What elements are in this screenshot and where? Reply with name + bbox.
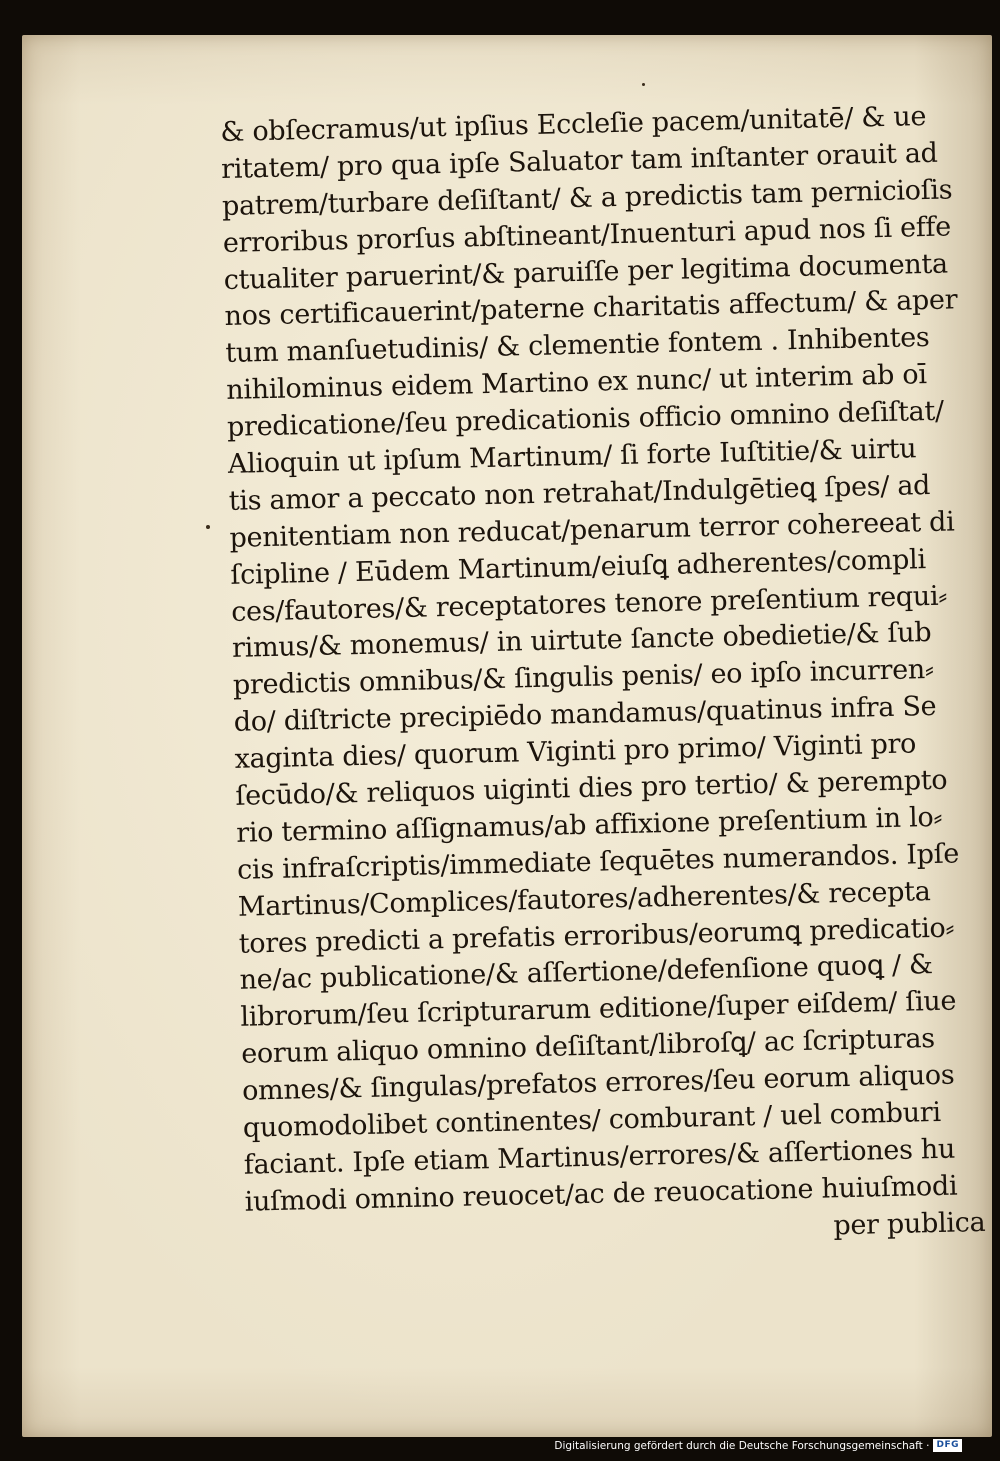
text-line: Martinus/Complices/fautores/adherentes/& recepta xyxy=(237,875,931,923)
text-line: nihilominus eidem Martino ex nunc/ ut interim ab oī xyxy=(225,359,927,407)
text-line: ctualiter paruerint/& paruiſſe per legitima documenta xyxy=(223,248,949,296)
text-line: patrem/turbare deſiſtant/ & a predictis tam pernicioſis xyxy=(221,174,953,222)
text-line: predicatione/ſeu predicationis officio omnino deſiſtat/ xyxy=(226,395,945,444)
credit-text: Digitalisierung gefördert durch die Deutsche Forschungsgemeinschaft · xyxy=(554,1439,930,1452)
text-line: Alioquin ut ipſum Martinum/ ſi forte Iuſtitie/& uirtu xyxy=(227,433,917,480)
text-line: erroribus prorſus abſtineant/Inuenturi apud nos ſi effe xyxy=(222,211,952,259)
dfg-logo: DFG xyxy=(933,1439,962,1452)
text-line: tis amor a peccato non retrahat/Indulgētieꝗ ſpes/ ad xyxy=(228,469,931,517)
text-line: rimus/& monemus/ in uirtute ſancte obedietie/& ſub xyxy=(231,617,932,665)
text-line: rio termino aſſignamus/ab affixione preſentium in lo⸗ xyxy=(235,801,943,849)
text-line: ſcipline / Eūdem Martinum/eiuſꝗ adherentes/compli xyxy=(230,543,927,591)
text-line: penitentiam non reducat/penarum terror cohereeat di xyxy=(229,506,955,554)
ink-speck xyxy=(206,525,210,529)
text-line: & obſecramus/ut ipſius Eccleſie pacem/unitatē/ & ue xyxy=(220,100,927,148)
text-line: tum manſuetudinis/ & clementie fontem . Inhibentes xyxy=(225,322,930,370)
text-line: faciant. Ipſe etiam Martinus/errores/& aſſertiones hu xyxy=(243,1133,956,1181)
text-line: cis infraſcriptis/immediate ſequētes numerandos. Ipſe xyxy=(236,838,960,886)
text-line: omnes/& ſingulas/prefatos errores/ſeu eorum aliquos xyxy=(241,1059,955,1107)
body-text xyxy=(220,98,986,1258)
text-line: do/ diſtricte precipiēdo mandamus/quatinus infra Se xyxy=(233,691,937,739)
text-line: iuſmodi omnino reuocet/ac de reuocatione huiuſmodi xyxy=(244,1170,958,1218)
text-line: eorum aliquo omnino deſiſtant/libroſꝗ/ ac ſcripturas xyxy=(240,1023,936,1071)
text-line: nos certificauerint/paterne charitatis affectum/ & aper xyxy=(224,284,958,333)
ink-speck xyxy=(642,83,645,86)
text-line: predictis omnibus/& ſingulis penis/ eo ipſo incurren⸗ xyxy=(232,654,934,702)
text-line: ritatem/ pro qua ipſe Saluator tam inſtanter orauit ad xyxy=(220,137,938,185)
digitization-credit xyxy=(554,1439,962,1452)
text-line: librorum/ſeu ſcripturarum editione/ſuper eiſdem/ ſiue xyxy=(240,985,957,1034)
text-line: ſecūdo/& reliquos uiginti dies pro tertio/ & perempto xyxy=(235,764,948,812)
scanned-page xyxy=(22,35,992,1437)
text-line: quomodolibet continentes/ comburant / uel comburi xyxy=(242,1096,942,1144)
text-line: ne/ac publicatione/& aſſertione/defenſione quoꝗ / & xyxy=(239,949,934,997)
text-line: ces/fautores/& receptatores tenore preſentium requi⸗ xyxy=(230,580,948,628)
text-line: xaginta dies/ quorum Viginti pro primo/ Viginti pro xyxy=(234,728,917,775)
catchword: per publica xyxy=(833,1206,986,1242)
text-line: tores predicti a prefatis erroribus/eorumꝗ predicatio⸗ xyxy=(238,912,955,960)
